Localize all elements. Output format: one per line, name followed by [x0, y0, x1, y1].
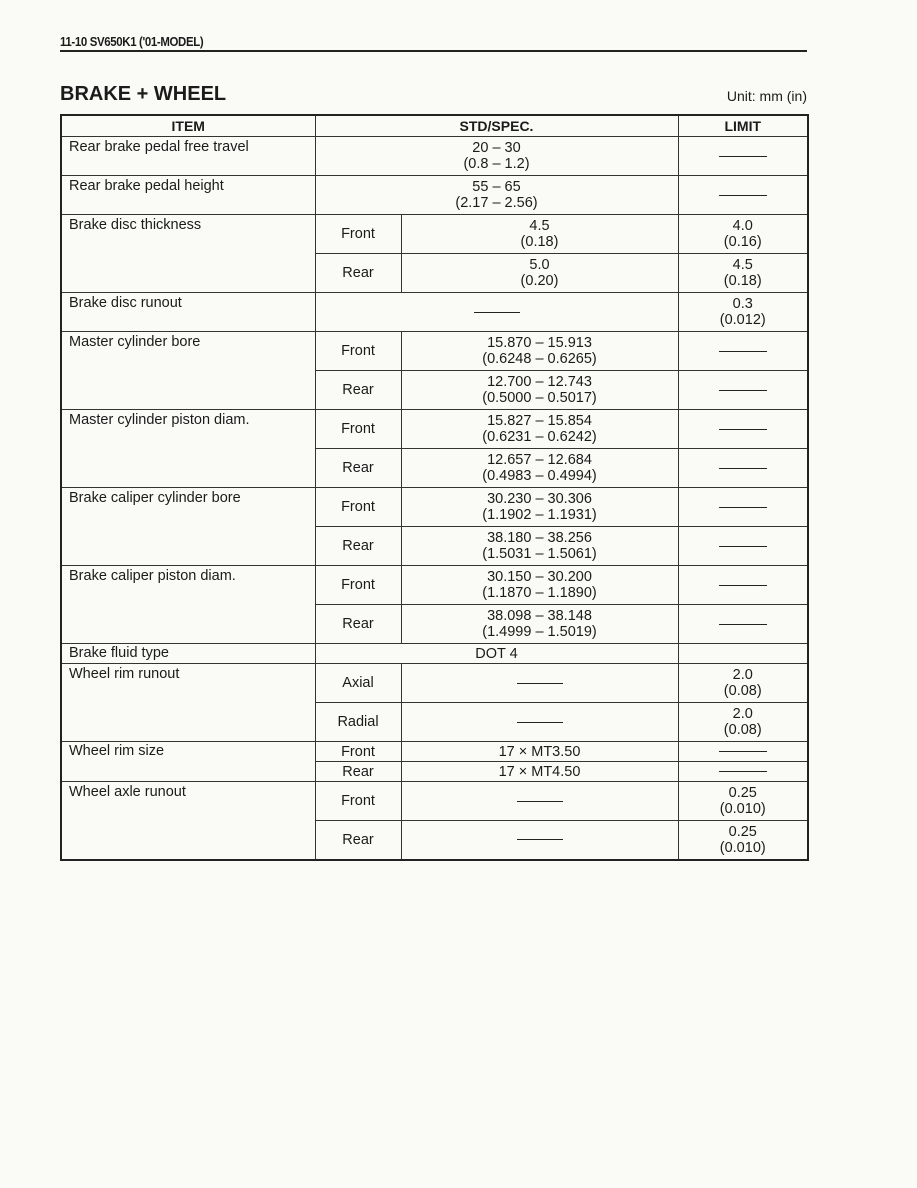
- std-cell: 17 × MT3.50: [401, 742, 678, 762]
- table-row: [61, 332, 808, 371]
- limit-value-in: (0.010): [719, 839, 766, 856]
- std-value-in: (1.4999 – 1.5019): [482, 624, 597, 640]
- limit-cell: [678, 332, 808, 371]
- position-cell: Axial: [315, 664, 401, 703]
- limit-value-in: (0.010): [719, 801, 766, 817]
- position-cell: Radial: [315, 703, 401, 742]
- std-cell: [401, 703, 678, 742]
- std-value: 12.657 – 12.684: [487, 452, 592, 468]
- page-header: [60, 33, 807, 52]
- std-cell: [401, 821, 678, 860]
- position-cell: Rear: [315, 605, 401, 644]
- std-value: 4.5: [529, 218, 550, 234]
- limit-cell: [678, 821, 808, 860]
- std-cell: [401, 782, 678, 821]
- std-cell: [401, 410, 678, 449]
- table-row: [61, 176, 808, 215]
- no-spec-dash: [517, 801, 563, 802]
- std-cell: [315, 137, 678, 176]
- table-row: [61, 410, 808, 449]
- std-value-in: (0.4983 – 0.4994): [482, 468, 597, 484]
- item-cell: Brake fluid type: [61, 644, 315, 664]
- std-cell: [401, 664, 678, 703]
- table-row: [61, 137, 808, 176]
- no-limit-dash: [719, 751, 767, 752]
- limit-value: 0.3: [732, 296, 753, 312]
- std-value: 15.870 – 15.913: [487, 335, 592, 351]
- table-row: [61, 644, 808, 664]
- limit-value: 2.0: [732, 667, 753, 683]
- table-row: [61, 215, 808, 254]
- no-limit-dash: [719, 507, 767, 508]
- column-header-std: STD/SPEC.: [315, 115, 678, 137]
- limit-value: 4.5: [732, 257, 753, 273]
- page-reference: 11-10 SV650K1 ('01-MODEL): [60, 34, 204, 49]
- section-title: BRAKE + WHEEL: [60, 83, 227, 105]
- std-cell: [401, 449, 678, 488]
- no-limit-dash: [719, 390, 767, 391]
- limit-cell: [678, 664, 808, 703]
- position-cell: Rear: [315, 821, 401, 860]
- std-value-in: (0.20): [520, 273, 559, 289]
- std-value: 15.827 – 15.854: [487, 413, 592, 429]
- std-cell: 17 × MT4.50: [401, 762, 678, 782]
- table-row: [61, 742, 808, 762]
- limit-cell: [678, 566, 808, 605]
- limit-cell: [678, 371, 808, 410]
- std-cell: DOT 4: [315, 644, 678, 664]
- no-spec-dash: [474, 312, 520, 313]
- std-value: 38.098 – 38.148: [487, 608, 592, 624]
- table-row: [61, 782, 808, 821]
- position-cell: Front: [315, 215, 401, 254]
- limit-cell: [678, 254, 808, 293]
- std-value-in: (1.1902 – 1.1931): [482, 507, 597, 523]
- std-value-in: (0.6248 – 0.6265): [482, 351, 597, 367]
- spec-table: [60, 114, 809, 861]
- std-cell: [401, 566, 678, 605]
- no-limit-dash: [719, 351, 767, 352]
- position-cell: Rear: [315, 371, 401, 410]
- limit-cell: [678, 293, 808, 332]
- std-value: 5.0: [529, 257, 550, 273]
- limit-cell: [678, 762, 808, 782]
- limit-cell: [678, 782, 808, 821]
- std-cell: [315, 293, 678, 332]
- item-cell: Master cylinder bore: [61, 332, 315, 410]
- limit-value: 2.0: [732, 706, 753, 722]
- no-limit-dash: [719, 585, 767, 586]
- table-row: [61, 293, 808, 332]
- no-limit-dash: [719, 771, 767, 772]
- limit-cell: [678, 527, 808, 566]
- column-header-item: ITEM: [61, 115, 315, 137]
- no-limit-dash: [719, 429, 767, 430]
- std-value: 12.700 – 12.743: [487, 374, 592, 390]
- position-cell: Front: [315, 332, 401, 371]
- std-value-in: (0.5000 – 0.5017): [482, 390, 597, 406]
- std-cell: [401, 371, 678, 410]
- position-cell: Front: [315, 742, 401, 762]
- std-cell: [401, 605, 678, 644]
- no-spec-dash: [517, 839, 563, 840]
- limit-cell: [678, 137, 808, 176]
- no-limit-dash: [719, 546, 767, 547]
- limit-value: 0.25: [728, 785, 757, 801]
- position-cell: Front: [315, 410, 401, 449]
- position-cell: Front: [315, 782, 401, 821]
- std-cell: [401, 254, 678, 293]
- table-row: [61, 566, 808, 605]
- std-cell: [315, 176, 678, 215]
- std-cell: [401, 527, 678, 566]
- limit-value-in: (0.18): [723, 273, 762, 289]
- limit-value: 0.25: [728, 823, 757, 840]
- limit-cell: [678, 449, 808, 488]
- limit-value: 4.0: [732, 218, 753, 234]
- std-value: 30.230 – 30.306: [487, 491, 592, 507]
- item-cell: Wheel rim runout: [61, 664, 315, 742]
- position-cell: Front: [315, 566, 401, 605]
- limit-cell: [678, 742, 808, 762]
- std-cell: [401, 215, 678, 254]
- std-value-in: (1.5031 – 1.5061): [482, 546, 597, 562]
- item-cell: Brake disc thickness: [61, 215, 315, 293]
- position-cell: Rear: [315, 762, 401, 782]
- position-cell: Rear: [315, 449, 401, 488]
- item-cell: Rear brake pedal free travel: [61, 137, 315, 176]
- std-value-in: (2.17 – 2.56): [455, 195, 538, 211]
- no-limit-dash: [719, 195, 767, 196]
- no-limit-dash: [719, 624, 767, 625]
- item-cell: Wheel rim size: [61, 742, 315, 782]
- std-value-in: (0.8 – 1.2): [463, 156, 530, 172]
- column-header-limit: LIMIT: [678, 115, 808, 137]
- limit-value-in: (0.16): [723, 234, 762, 250]
- item-cell: Master cylinder piston diam.: [61, 410, 315, 488]
- table-row: [61, 488, 808, 527]
- unit-label: Unit: mm (in): [726, 88, 807, 104]
- limit-cell: [678, 488, 808, 527]
- table-row: [61, 664, 808, 703]
- std-value: 30.150 – 30.200: [487, 569, 592, 585]
- std-value-in: (1.1870 – 1.1890): [482, 585, 597, 601]
- std-cell: [401, 332, 678, 371]
- position-cell: Rear: [315, 527, 401, 566]
- item-cell: Wheel axle runout: [61, 782, 315, 860]
- position-cell: Rear: [315, 254, 401, 293]
- table-header-row: [61, 115, 808, 137]
- limit-cell: [678, 215, 808, 254]
- std-cell: [401, 488, 678, 527]
- std-value-in: (0.18): [520, 234, 559, 250]
- limit-cell: [678, 176, 808, 215]
- item-cell: Brake caliper cylinder bore: [61, 488, 315, 566]
- no-spec-dash: [517, 683, 563, 684]
- item-cell: Brake disc runout: [61, 293, 315, 332]
- limit-value-in: (0.012): [719, 312, 766, 328]
- std-value-in: (0.6231 – 0.6242): [482, 429, 597, 445]
- limit-cell: [678, 703, 808, 742]
- std-value: 38.180 – 38.256: [487, 530, 592, 546]
- no-limit-dash: [719, 468, 767, 469]
- limit-cell: [678, 605, 808, 644]
- item-cell: Brake caliper piston diam.: [61, 566, 315, 644]
- item-cell: Rear brake pedal height: [61, 176, 315, 215]
- std-value: 55 – 65: [472, 179, 521, 195]
- limit-value-in: (0.08): [723, 722, 762, 738]
- limit-value-in: (0.08): [723, 683, 762, 699]
- no-limit-dash: [719, 156, 767, 157]
- limit-cell: [678, 410, 808, 449]
- limit-cell: [678, 644, 808, 664]
- position-cell: Front: [315, 488, 401, 527]
- std-value: 20 – 30: [472, 140, 521, 156]
- no-spec-dash: [517, 722, 563, 723]
